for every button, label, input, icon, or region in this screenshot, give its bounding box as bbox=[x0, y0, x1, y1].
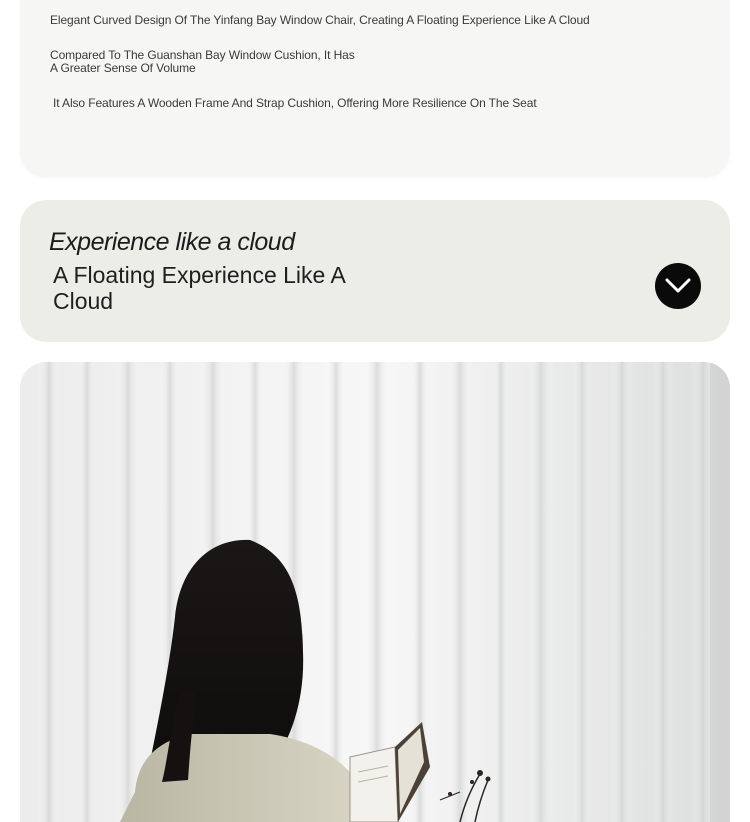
chevron-down-icon bbox=[664, 277, 692, 295]
cloud-subheading-line-2: Cloud bbox=[53, 288, 114, 314]
feature-line-wooden-frame: It Also Features A Wooden Frame And Strap Cushion, Offering More Resilience On The Seat bbox=[53, 96, 537, 110]
feature-line-volume-a: Compared To The Guanshan Bay Window Cushion, It Has bbox=[50, 48, 355, 62]
cloud-section-subheading bbox=[53, 262, 413, 314]
feature-line-curved-design: Elegant Curved Design Of The Yinfang Bay Window Chair, Creating A Floating Experience Like A Cloud bbox=[50, 13, 590, 27]
expand-toggle-button[interactable] bbox=[655, 263, 701, 309]
feature-line-volume-b: A Greater Sense Of Volume bbox=[50, 61, 196, 75]
cloud-section-heading: Experience like a cloud bbox=[49, 228, 295, 256]
photo-illustration bbox=[20, 362, 730, 822]
cloud-subheading-line-1: A Floating Experience Like A bbox=[53, 262, 346, 288]
product-lifestyle-photo bbox=[20, 362, 730, 822]
